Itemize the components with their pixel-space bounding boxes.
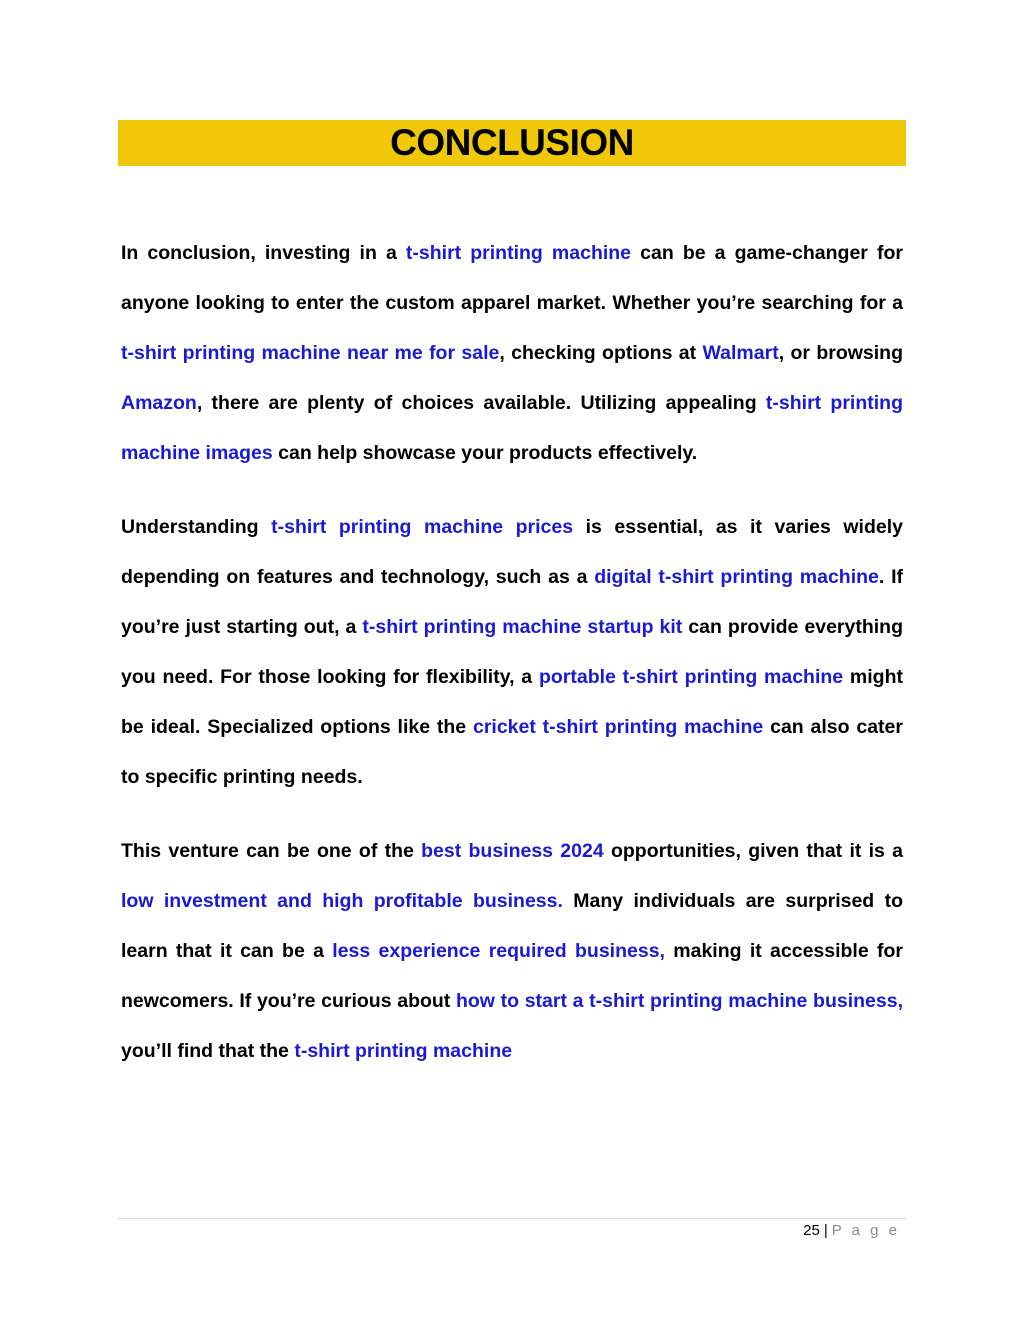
text-run: can provide everything you need. For those looking for flexibility, a	[121, 616, 904, 688]
text-run: , there are plenty of choices available. Utilizing appealing	[196, 392, 766, 414]
paragraph-1	[121, 228, 903, 478]
paragraph-3	[121, 826, 903, 1076]
link-tshirt-printing-machine-2[interactable]: t-shirt printing machine	[294, 1040, 513, 1062]
link-near-me-for-sale[interactable]: t-shirt printing machine near me for sale	[121, 342, 500, 364]
text-run: Many individuals are surprised to learn that it can be a	[121, 890, 903, 962]
link-how-to-start-business[interactable]: how to start a t-shirt printing machine business,	[455, 990, 903, 1012]
page-footer	[803, 1222, 900, 1239]
text-run: . If you’re just starting out, a	[121, 566, 904, 638]
text-run: is essential, as it varies widely depending on features and technology, such as a	[121, 516, 903, 588]
link-walmart[interactable]: Walmart	[702, 342, 779, 364]
text-run: , or browsing	[778, 342, 903, 364]
link-cricket-machine[interactable]: cricket t-shirt printing machine	[472, 716, 764, 738]
link-portable-machine[interactable]: portable t-shirt printing machine	[538, 666, 844, 688]
page-number: 25	[803, 1222, 820, 1239]
link-tshirt-printing-machine[interactable]: t-shirt printing machine	[405, 242, 632, 264]
link-amazon[interactable]: Amazon	[121, 392, 197, 414]
footer-separator: |	[823, 1222, 828, 1239]
text-run: This venture can be one of the	[121, 840, 422, 862]
text-run: making it accessible for newcomers. If you’re curious about	[121, 940, 903, 1012]
text-run: you’ll find that the	[121, 1040, 295, 1062]
text-run: opportunities, given that it is a	[603, 840, 904, 862]
body-text	[121, 228, 903, 1100]
text-run: can be a game-changer for anyone looking to enter the custom apparel market. Whether you’re searching for a	[121, 242, 903, 314]
footer-divider	[118, 1218, 906, 1219]
text-run: can also cater to specific printing needs.	[121, 716, 903, 788]
page-label: P a g e	[831, 1222, 900, 1239]
heading-bar	[118, 120, 906, 166]
page-title: CONCLUSION	[390, 122, 634, 163]
link-digital-machine[interactable]: digital t-shirt printing machine	[594, 566, 879, 588]
link-machine-images[interactable]: t-shirt printing machine images	[121, 392, 903, 464]
text-run: Understanding	[121, 516, 272, 538]
link-best-business-2024[interactable]: best business 2024	[421, 840, 604, 862]
text-run: might be ideal. Specialized options like the	[121, 666, 903, 738]
text-run: , checking options at	[499, 342, 703, 364]
text-run: In conclusion, investing in a	[121, 242, 406, 264]
link-startup-kit[interactable]: t-shirt printing machine startup kit	[362, 616, 683, 638]
link-less-experience-business[interactable]: less experience required business,	[332, 940, 665, 962]
text-run: can help showcase your products effectively.	[272, 442, 698, 464]
link-low-investment-business[interactable]: low investment and high profitable business.	[121, 890, 563, 912]
link-machine-prices[interactable]: t-shirt printing machine prices	[271, 516, 574, 538]
paragraph-2	[121, 502, 903, 802]
